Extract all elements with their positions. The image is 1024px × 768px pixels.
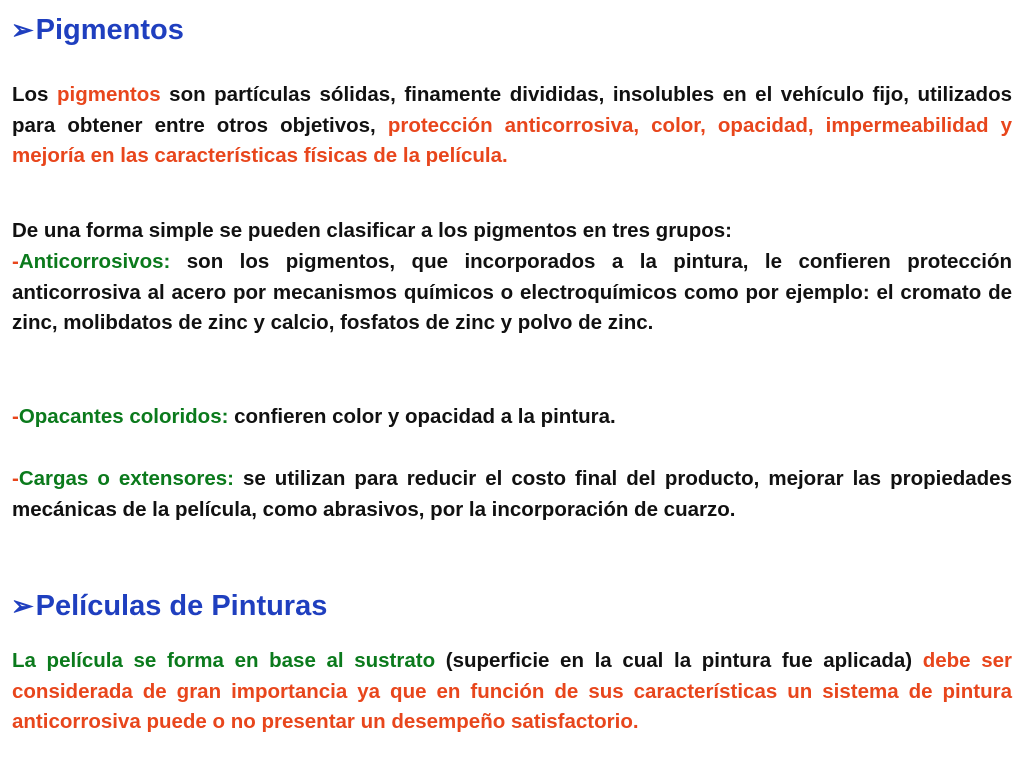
list-dash: - xyxy=(12,467,19,490)
text-run: son partículas sólidas, finamente divididas, insolubles en el vehículo fijo, utilizados para obtener entre otros objetivos, xyxy=(12,83,1012,137)
section-heading-peliculas xyxy=(11,589,327,623)
list-dash: - xyxy=(12,405,19,428)
paragraph-film-formation xyxy=(12,646,1012,738)
highlight-text: debe ser considerada de gran importancia ya que en función de sus características un sistema de pintura anticorrosiva puede o no presentar un desempeño satisfactorio. xyxy=(12,649,1012,733)
text-run: (superficie en la cual la pintura fue aplicada) xyxy=(435,649,923,672)
list-item-cargas xyxy=(12,464,1012,525)
arrow-bullet-icon: ➢ xyxy=(11,15,34,45)
list-term: Opacantes coloridos: xyxy=(18,405,229,428)
text-run: Los xyxy=(12,83,57,106)
highlight-text: protección anticorrosiva, color, opacidad, impermeabilidad y mejoría en las características físicas de la película. xyxy=(12,113,1012,167)
paragraph-classification-intro: De una forma simple se pueden clasificar a los pigmentos en tres grupos: xyxy=(12,219,732,242)
highlight-term: pigmentos xyxy=(56,83,161,106)
highlight-green-text: La película se forma en base al sustrato xyxy=(12,649,436,672)
section-title: Pigmentos xyxy=(35,14,184,46)
section-title: Películas de Pinturas xyxy=(35,590,328,622)
list-text: son los pigmentos, que incorporados a la pintura, le confieren protección anticorrosiva al acero por mecanismos químicos o electroquímicos como por ejemplo: el cromato de zinc, molibdatos de zinc y calcio, fosfatos de zinc y polvo de zinc. xyxy=(12,250,1012,334)
list-text: confieren color y opacidad a la pintura. xyxy=(228,405,616,428)
list-item-anticorrosivos xyxy=(12,247,1012,339)
list-text: se utilizan para reducir el costo final del producto, mejorar las propiedades mecánicas de la película, como abrasivos, por la incorporación de cuarzo. xyxy=(12,467,1012,521)
list-term: Anticorrosivos: xyxy=(18,250,171,273)
paragraph-pigment-definition xyxy=(12,80,1012,172)
list-item-opacantes xyxy=(12,402,1012,433)
section-heading-pigmentos xyxy=(11,13,184,47)
list-dash: - xyxy=(12,250,19,273)
list-term: Cargas o extensores: xyxy=(18,467,234,490)
arrow-bullet-icon: ➢ xyxy=(11,591,34,621)
